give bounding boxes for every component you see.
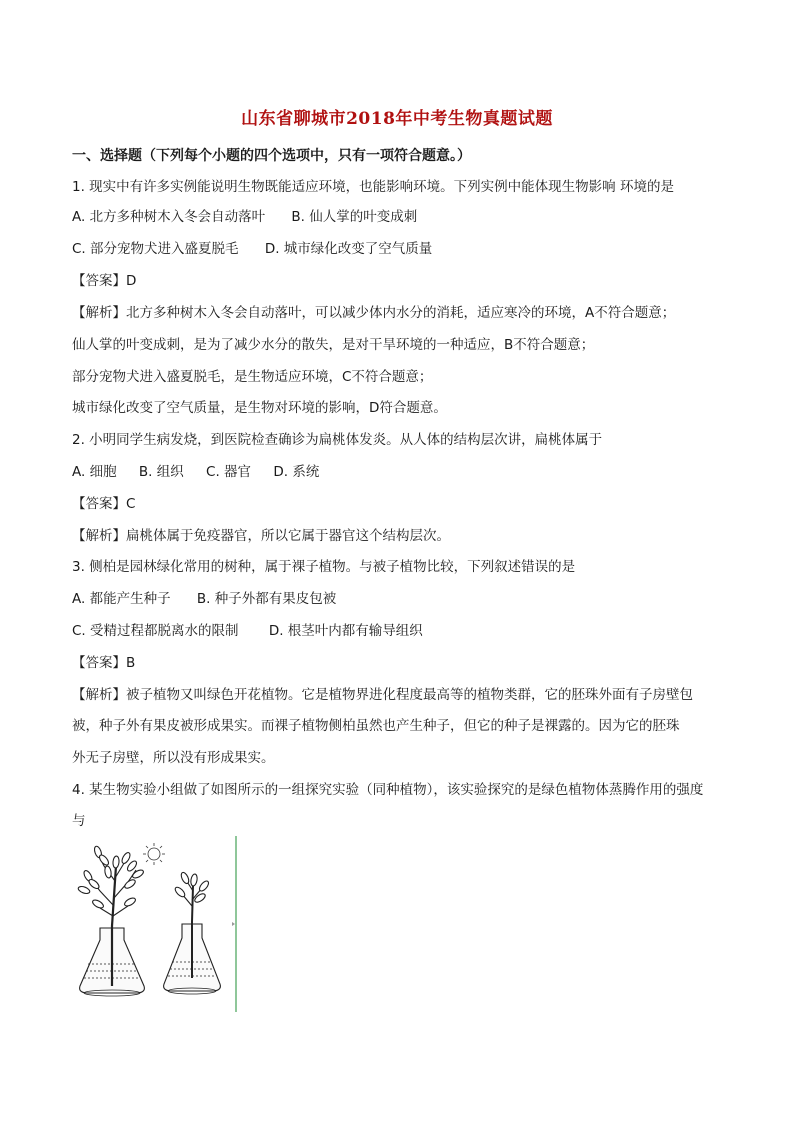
q1-analysis-line1: 【解析】北方多种树木入冬会自动落叶，可以减少体内水分的消耗，适应寒冷的环境，A不符合题意；	[72, 305, 676, 321]
plant-in-flask-large	[77, 845, 144, 996]
q3-analysis-line3: 外无子房壁，所以没有形成果实。	[72, 750, 275, 766]
q1-analysis-line3: 部分宠物犬进入盛夏脱毛，是生物适应环境，C不符合题意；	[72, 369, 433, 385]
page-title: 山东省聊城市2018年中考生物真题试题	[241, 109, 553, 129]
q4-stem-line2: 与	[72, 813, 86, 829]
q3-answer: 【答案】B	[72, 655, 136, 671]
q1-option-b: B. 仙人掌的叶变成刺	[291, 209, 418, 225]
q1-options-row1	[72, 207, 417, 227]
experiment-figure	[72, 836, 242, 1012]
q1-option-c: C. 部分宠物犬进入盛夏脱毛	[72, 241, 239, 257]
q2-stem: 2. 小明同学生病发烧，到医院检查确诊为扁桃体发炎。从人体的结构层次讲，扁桃体属于	[72, 432, 603, 448]
q1-analysis-line4: 城市绿化改变了空气质量，是生物对环境的影响，D符合题意。	[72, 400, 447, 416]
q2-option-a: A. 细胞	[72, 464, 117, 480]
q1-analysis-line2: 仙人掌的叶变成刺，是为了减少水分的散失，是对干旱环境的一种适应，B不符合题意；	[72, 337, 595, 353]
q2-option-d: D. 系统	[273, 464, 320, 480]
q2-option-b: B. 组织	[138, 464, 184, 480]
q2-option-c: C. 器官	[206, 464, 252, 480]
q1-options-row2	[72, 239, 432, 259]
sun-icon	[143, 843, 165, 865]
q3-options-row2	[72, 621, 423, 641]
q3-option-b: B. 种子外都有果皮包被	[196, 591, 337, 607]
q1-answer: 【答案】D	[72, 273, 137, 289]
q3-options-row1	[72, 589, 336, 609]
q3-stem: 3. 侧柏是园林绿化常用的树种，属于裸子植物。与被子植物比较，下列叙述错误的是	[72, 559, 576, 575]
q3-option-c: C. 受精过程都脱离水的限制	[72, 623, 239, 639]
q1-stem: 1. 现实中有许多实例能说明生物既能适应环境，也能影响环境。下列实例中能体现生物影响 环境的是	[72, 179, 674, 195]
q3-analysis-line2: 被，种子外有果皮被形成果实。而裸子植物侧柏虽然也产生种子，但它的种子是裸露的。因为它的胚珠	[72, 718, 680, 734]
q3-option-d: D. 根茎叶内都有输导组织	[268, 623, 423, 639]
q2-analysis: 【解析】扁桃体属于免疫器官，所以它属于器官这个结构层次。	[72, 528, 450, 544]
plant-in-flask-small	[164, 871, 221, 994]
q2-options	[72, 462, 319, 482]
q1-option-a: A. 北方多种树木入冬会自动落叶	[72, 209, 266, 225]
q2-answer: 【答案】C	[72, 496, 136, 512]
q1-option-d: D. 城市绿化改变了空气质量	[264, 241, 433, 257]
q3-analysis-line1: 【解析】被子植物又叫绿色开花植物。它是植物界进化程度最高等的植物类群，它的胚珠外面有子房壁包	[72, 687, 693, 703]
q3-option-a: A. 都能产生种子	[72, 591, 171, 607]
section-heading: 一、选择题（下列每个小题的四个选项中，只有一项符合题意。）	[72, 148, 471, 164]
q4-stem-line1: 4. 某生物实验小组做了如图所示的一组探究实验（同种植物），该实验探究的是绿色植物体蒸腾作用的强度	[72, 782, 704, 798]
